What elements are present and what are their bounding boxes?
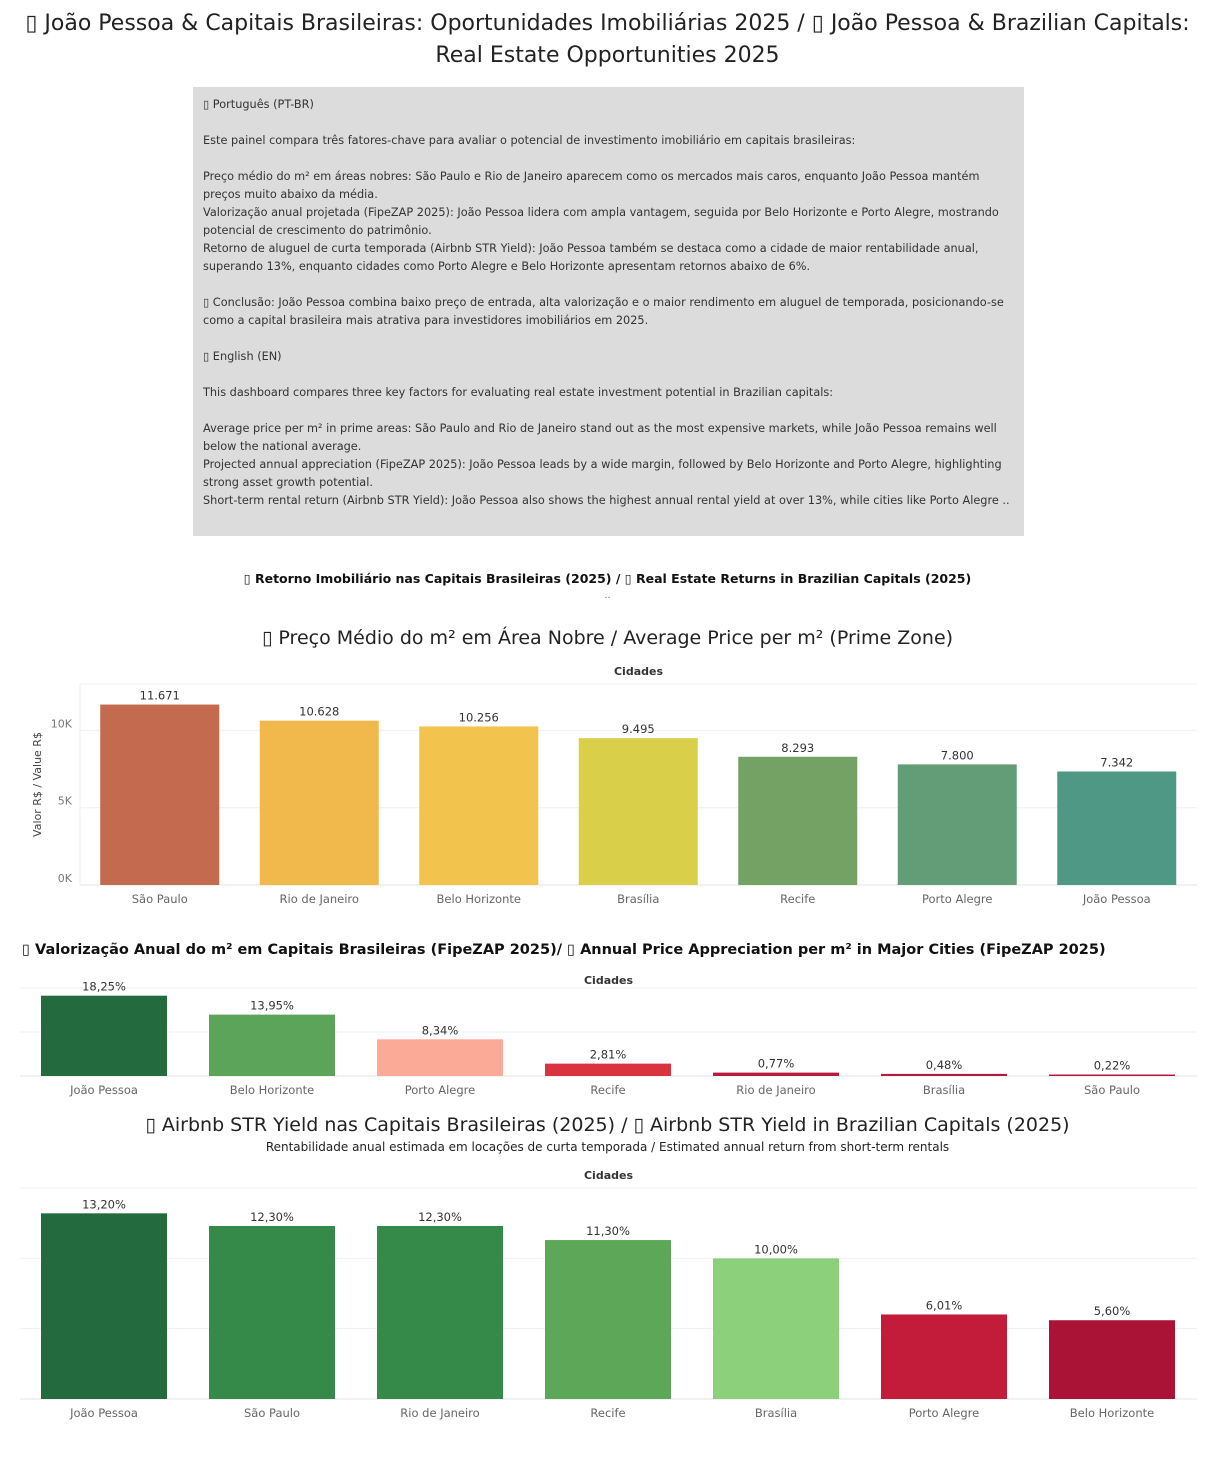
chart2-bar (209, 1015, 335, 1076)
chart1-bar (260, 721, 379, 885)
chart1-bar (898, 764, 1017, 885)
pt-point-price: Preço médio do m² em áreas nobres: São Paulo e Rio de Janeiro aparecem como os mercados mais caros, enquanto João Pessoa mantém preços muito abaixo da média. (203, 170, 980, 201)
chart3-data-label: 12,30% (250, 1209, 294, 1224)
chart2-data-label: 0,77% (757, 1056, 795, 1071)
chart1-data-label: 7.800 (940, 748, 974, 763)
chart3-bar (209, 1226, 335, 1399)
chart1-x-tick-label: João Pessoa (1082, 892, 1151, 906)
pt-header: ▯ Português (PT-BR) (203, 98, 314, 111)
chart2-bar (881, 1074, 1007, 1076)
chart2-bar (713, 1073, 839, 1076)
chart1-data-label: 9.495 (621, 722, 655, 737)
chart1-title: ▯ Preço Médio do m² em Área Nobre / Average Price per m² (Prime Zone) (261, 627, 954, 649)
chart3-data-label: 5,60% (1093, 1304, 1131, 1319)
chart2-x-tick-label: Recife (590, 1083, 626, 1097)
chart2-x-tick-label: Brasília (922, 1083, 966, 1097)
chart2-data-label: 0,48% (925, 1057, 963, 1072)
chart3-subtitle: Rentabilidade anual estimada em locações de curta temporada / Estimated annual return from short-term rentals (265, 1140, 950, 1154)
chart1-data-label: 7.342 (1100, 755, 1134, 770)
chart1-bar (100, 705, 219, 885)
chart2-data-label: 2,81% (589, 1047, 627, 1062)
chart2-x-tick-label: Belo Horizonte (229, 1083, 315, 1097)
en-point-price: Average price per m² in prime areas: São Paulo and Rio de Janeiro stand out as the most expensive markets, while João Pessoa remains well below the national average. (203, 422, 997, 453)
chart3-x-tick-label: Rio de Janeiro (400, 1406, 480, 1420)
chart3-data-label: 11,30% (586, 1224, 630, 1239)
en-point-appreciation: Projected annual appreciation (FipeZAP 2025): João Pessoa leads by a wide margin, followed by Belo Horizonte and Porto Alegre, highlighting strong asset growth potential. (203, 458, 1002, 489)
chart1-x-tick-label: Porto Alegre (922, 892, 993, 906)
chart3-title: ▯ Airbnb STR Yield nas Capitais Brasileiras (2025) / ▯ Airbnb STR Yield in Brazilian Capitals (2025) (145, 1114, 1070, 1136)
chart1-bar (738, 757, 857, 885)
chart1-x-tick-label: Brasília (617, 892, 660, 906)
chart2-bar (545, 1064, 671, 1076)
chart1-x-tick-label: Recife (780, 892, 816, 906)
chart3-x-tick-label: Porto Alegre (908, 1406, 980, 1420)
chart1-bar (1057, 771, 1176, 885)
pt-point-appreciation: Valorização anual projetada (FipeZAP 2025): João Pessoa lidera com ampla vantagem, seguida por Belo Horizonte e Porto Alegre, mostrando potencial de crescimento do patrimônio. (203, 206, 999, 237)
chart2-data-label: 0,22% (1093, 1058, 1131, 1073)
chart2-data-label: 18,25% (82, 979, 126, 994)
chart2-data-label: 13,95% (250, 998, 294, 1013)
chart2-title: ▯ Valorização Anual do m² em Capitais Brasileiras (FipeZAP 2025)/ ▯ Annual Price Appreciation per m² in Major Cities (FipeZAP 2025) (22, 942, 1106, 958)
chart2-x-axis-title: Cidades (583, 974, 634, 987)
chart2-bar (377, 1039, 503, 1076)
chart2-x-tick-label: Porto Alegre (404, 1083, 476, 1097)
dashboard-title: ▯ Retorno Imobiliário nas Capitais Brasileiras (2025) / ▯ Real Estate Returns in Brazilian Capitals (2025) (243, 571, 972, 586)
chart1-data-label: 10.628 (299, 704, 340, 719)
chart3-data-label: 10,00% (754, 1242, 798, 1257)
chart3-x-tick-label: São Paulo (243, 1406, 301, 1420)
chart1-y-tick-label: 0K (57, 872, 72, 885)
chart3-bar (377, 1226, 503, 1399)
page-title-line2: Real Estate Opportunities 2025 (435, 43, 780, 68)
chart2-x-tick-label: São Paulo (1083, 1083, 1141, 1097)
chart3-data-label: 6,01% (925, 1298, 963, 1313)
en-intro: This dashboard compares three key factors for evaluating real estate investment potential in Brazilian capitals: (203, 386, 834, 399)
chart1-x-axis-title: Cidades (613, 665, 664, 678)
en-header: ▯ English (EN) (203, 350, 282, 363)
chart3-bar (545, 1240, 671, 1399)
en-point-yield: Short-term rental return (Airbnb STR Yield): João Pessoa also shows the highest annual rental yield at over 13%, while cities like Porto Alegre .. (203, 494, 1010, 507)
chart1-data-label: 10.256 (458, 710, 499, 725)
chart3-bar (881, 1314, 1007, 1399)
chart1-y-tick-label: 5K (57, 794, 72, 808)
chart3-bar (713, 1258, 839, 1399)
chart1-data-label: 8.293 (781, 740, 815, 755)
chart2-bar (41, 996, 167, 1076)
chart3-bar (1049, 1320, 1175, 1399)
chart3-x-tick-label: Belo Horizonte (1069, 1406, 1155, 1420)
chart3-data-label: 12,30% (418, 1209, 462, 1224)
chart3-x-axis-title: Cidades (583, 1169, 634, 1182)
page-title-line1: ▯ João Pessoa & Capitais Brasileiras: Oportunidades Imobiliárias 2025 / ▯ João Pessoa & Brazilian Capitals: (25, 11, 1190, 36)
chart1-x-tick-label: Rio de Janeiro (279, 892, 359, 906)
chart3-bar (41, 1213, 167, 1399)
pt-point-yield: Retorno de aluguel de curta temporada (Airbnb STR Yield): João Pessoa também se destaca como a cidade de maior rentabilidade anual, superando 13%, enquanto cidades como Porto Alegre e Belo Horizonte apresentam retornos abaixo de 6%. (203, 242, 979, 273)
chart2-x-tick-label: Rio de Janeiro (736, 1083, 816, 1097)
chart1-bar (579, 738, 698, 885)
dashboard-dots: .. (604, 590, 611, 601)
chart2-bar (1049, 1075, 1175, 1077)
chart3-data-label: 13,20% (82, 1197, 126, 1212)
chart3-x-tick-label: Brasília (754, 1406, 798, 1420)
chart2-x-tick-label: João Pessoa (70, 1083, 138, 1097)
chart1-x-tick-label: Belo Horizonte (436, 892, 521, 906)
chart1-y-tick-label: 10K (50, 717, 72, 731)
chart3-x-tick-label: Recife (590, 1406, 626, 1420)
chart1-x-tick-label: São Paulo (131, 892, 188, 906)
chart3-x-tick-label: João Pessoa (70, 1406, 138, 1420)
chart2-data-label: 8,34% (421, 1023, 459, 1038)
chart1-data-label: 11.671 (139, 688, 180, 703)
chart1-y-axis-title: Valor R$ / Value R$ (31, 732, 44, 837)
pt-conclusion: ▯ Conclusão: João Pessoa combina baixo preço de entrada, alta valorização e o maior rendimento em aluguel de temporada, posicionando-se como a capital brasileira mais atrativa para investidores imobiliários em 2025. (203, 296, 1004, 327)
chart1-bar (419, 726, 538, 885)
pt-intro: Este painel compara três fatores-chave para avaliar o potencial de investimento imobiliário em capitais brasileiras: (203, 134, 856, 147)
